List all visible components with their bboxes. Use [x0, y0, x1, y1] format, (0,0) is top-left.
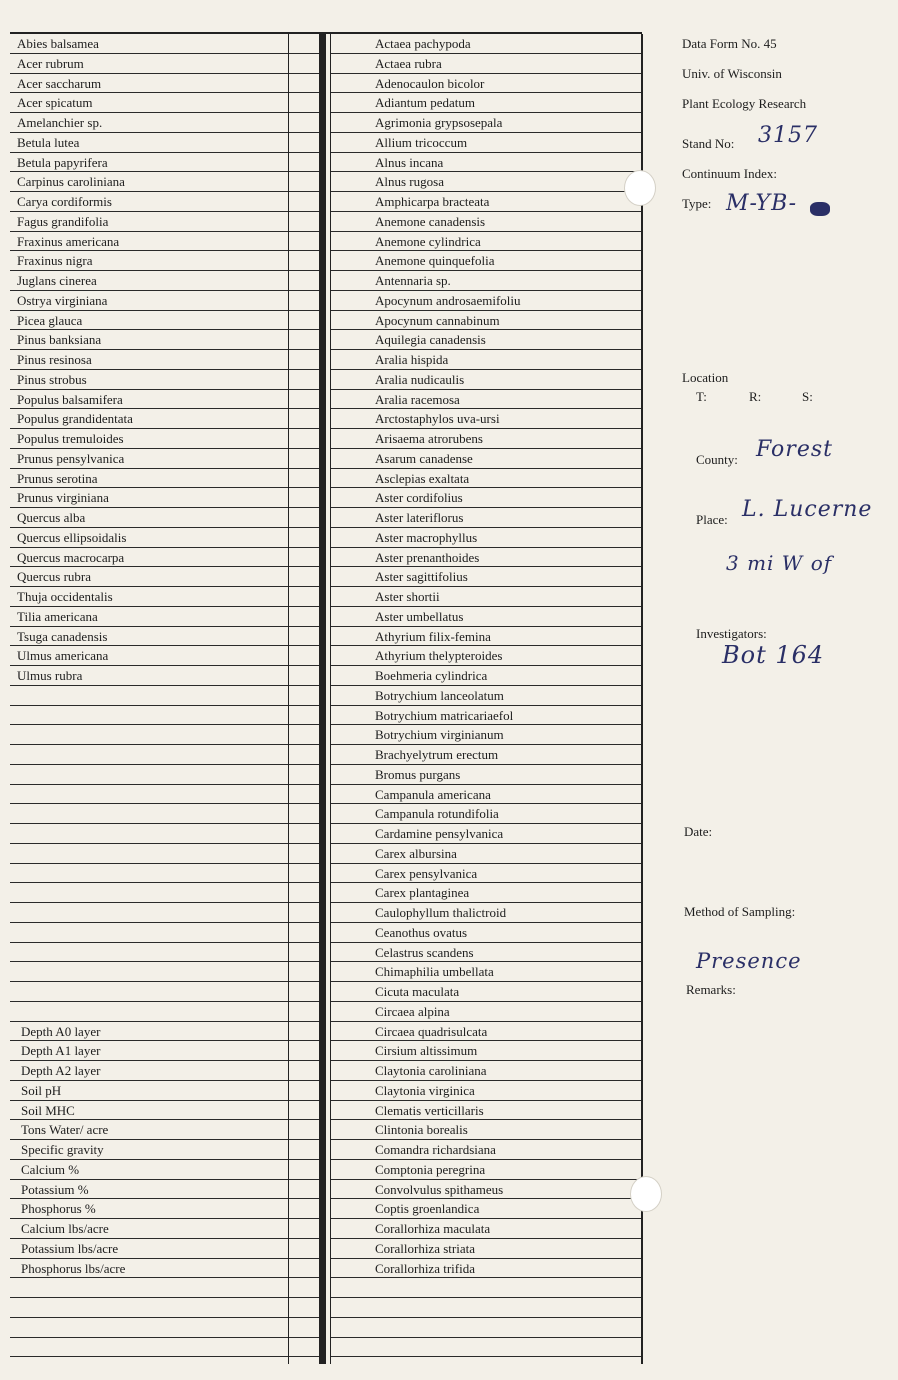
tally-cell: [289, 469, 319, 489]
blank-row: [10, 1002, 288, 1022]
tally-cell: [289, 429, 319, 449]
tally-cell: [289, 330, 319, 350]
tally-cell: [289, 251, 319, 271]
species-row-left: Tilia americana: [10, 607, 288, 627]
species-row-left: Prunus virginiana: [10, 488, 288, 508]
tally-cell: [289, 1298, 319, 1318]
tally-cell: [289, 1081, 319, 1101]
tally-cell: [289, 311, 319, 331]
continuum-label: Continuum Index:: [682, 166, 777, 181]
species-row-left: Acer rubrum: [10, 54, 288, 74]
soil-field-row: Depth A2 layer: [10, 1061, 288, 1081]
species-row-right: Corallorhiza maculata: [331, 1219, 641, 1239]
tally-cell: [289, 449, 319, 469]
blank-row: [10, 844, 288, 864]
tally-cell: [289, 153, 319, 173]
species-row-right: Aralia hispida: [331, 350, 641, 370]
investigators-label: Investigators:: [696, 626, 767, 641]
species-row-right: Asarum canadense: [331, 449, 641, 469]
tally-cell: [289, 982, 319, 1002]
species-row-left: Pinus strobus: [10, 370, 288, 390]
tally-cell: [289, 390, 319, 410]
species-row-right: Actaea rubra: [331, 54, 641, 74]
tally-cell: [289, 409, 319, 429]
tally-column: [289, 34, 319, 1357]
tally-cell: [289, 1259, 319, 1279]
species-row-right: Bromus purgans: [331, 765, 641, 785]
tally-cell: [289, 567, 319, 587]
tally-cell: [289, 508, 319, 528]
tally-cell: [289, 883, 319, 903]
species-row-right: Anemone cylindrica: [331, 232, 641, 252]
species-row-left: Prunus serotina: [10, 469, 288, 489]
species-row-right: Campanula americana: [331, 785, 641, 805]
species-row-left: Ostrya virginiana: [10, 291, 288, 311]
species-row-left: Quercus macrocarpa: [10, 548, 288, 568]
method-label: Method of Sampling:: [684, 904, 796, 919]
investigators-value: Bot 164: [722, 641, 825, 669]
blank-row: [10, 864, 288, 884]
species-row-right: Athyrium filix-femina: [331, 627, 641, 647]
binder-hole-bottom: [630, 1176, 662, 1212]
date-label: Date:: [684, 824, 713, 839]
species-row-left: Betula papyrifera: [10, 153, 288, 173]
tally-cell: [289, 1041, 319, 1061]
township-label: T:: [696, 389, 707, 404]
tally-cell: [289, 271, 319, 291]
species-row-right: Campanula rotundifolia: [331, 804, 641, 824]
tally-cell: [289, 1180, 319, 1200]
species-row-right: Aster macrophyllus: [331, 528, 641, 548]
blank-row: [10, 1318, 288, 1338]
species-row-right: Coptis groenlandica: [331, 1199, 641, 1219]
species-row-left: Pinus resinosa: [10, 350, 288, 370]
tally-cell: [289, 765, 319, 785]
tally-cell: [289, 548, 319, 568]
tally-cell: [289, 1140, 319, 1160]
tally-cell: [289, 1338, 319, 1358]
grid-right-border: [641, 34, 643, 1364]
species-row-right: Brachyelytrum erectum: [331, 745, 641, 765]
blank-row: [10, 883, 288, 903]
species-row-right: Celastrus scandens: [331, 943, 641, 963]
blank-row: [10, 903, 288, 923]
blank-row: [10, 943, 288, 963]
species-row-right: Cardamine pensylvanica: [331, 824, 641, 844]
species-row-right: Botrychium virginianum: [331, 725, 641, 745]
ink-blot: [810, 202, 830, 216]
tally-cell: [289, 1022, 319, 1042]
species-row-left: Fagus grandifolia: [10, 212, 288, 232]
blank-row: [331, 1318, 641, 1338]
soil-field-row: Calcium lbs/acre: [10, 1219, 288, 1239]
soil-field-row: Potassium %: [10, 1180, 288, 1200]
species-row-right: Aster lateriflorus: [331, 508, 641, 528]
tally-cell: [289, 1239, 319, 1259]
blank-row: [331, 1278, 641, 1298]
species-row-right: Cicuta maculata: [331, 982, 641, 1002]
tally-cell: [289, 943, 319, 963]
species-row-left: Fraxinus americana: [10, 232, 288, 252]
species-row-right: Allium tricoccum: [331, 133, 641, 153]
tally-cell: [289, 1199, 319, 1219]
blank-row: [10, 962, 288, 982]
tally-cell: [289, 607, 319, 627]
soil-field-row: Depth A0 layer: [10, 1022, 288, 1042]
species-row-right: Clintonia borealis: [331, 1120, 641, 1140]
blank-row: [10, 982, 288, 1002]
blank-row: [10, 923, 288, 943]
blank-row: [10, 824, 288, 844]
blank-row: [10, 1338, 288, 1358]
tally-cell: [289, 725, 319, 745]
species-row-left: Tsuga canadensis: [10, 627, 288, 647]
species-grid: [10, 32, 642, 1364]
species-row-right: Corallorhiza striata: [331, 1239, 641, 1259]
tally-cell: [289, 785, 319, 805]
tally-cell: [289, 745, 319, 765]
tally-cell: [289, 291, 319, 311]
species-row-right: Convolvulus spithameus: [331, 1180, 641, 1200]
species-row-left: Amelanchier sp.: [10, 113, 288, 133]
species-row-right: Agrimonia grypsosepala: [331, 113, 641, 133]
remarks-label: Remarks:: [686, 982, 736, 997]
tally-cell: [289, 113, 319, 133]
species-row-right: Aster umbellatus: [331, 607, 641, 627]
tally-cell: [289, 54, 319, 74]
species-row-left: Pinus banksiana: [10, 330, 288, 350]
soil-field-row: Calcium %: [10, 1160, 288, 1180]
species-row-left: Ulmus americana: [10, 646, 288, 666]
species-row-right: Amphicarpa bracteata: [331, 192, 641, 212]
species-row-left: Populus grandidentata: [10, 409, 288, 429]
tally-cell: [289, 864, 319, 884]
species-row-left: Ulmus rubra: [10, 666, 288, 686]
species-row-right: Carex plantaginea: [331, 883, 641, 903]
tally-cell: [289, 1160, 319, 1180]
species-row-right: Comandra richardsiana: [331, 1140, 641, 1160]
species-row-right: Chimaphilia umbellata: [331, 962, 641, 982]
tally-cell: [289, 686, 319, 706]
place-value-2: 3 mi W of: [726, 551, 833, 575]
tally-cell: [289, 627, 319, 647]
tally-cell: [289, 1002, 319, 1022]
blank-row: [10, 1278, 288, 1298]
blank-row: [10, 765, 288, 785]
species-row-right: Actaea pachypoda: [331, 34, 641, 54]
section-label: S:: [802, 389, 813, 404]
tally-cell: [289, 1120, 319, 1140]
species-row-left: Carpinus caroliniana: [10, 172, 288, 192]
species-row-left: Betula lutea: [10, 133, 288, 153]
species-row-left: Populus tremuloides: [10, 429, 288, 449]
tally-cell: [289, 93, 319, 113]
soil-field-row: Soil pH: [10, 1081, 288, 1101]
blank-row: [10, 686, 288, 706]
tally-cell: [289, 370, 319, 390]
species-row-right: Athyrium thelypteroides: [331, 646, 641, 666]
species-row-right: Aster cordifolius: [331, 488, 641, 508]
tally-cell: [289, 1061, 319, 1081]
species-row-right: Alnus incana: [331, 153, 641, 173]
species-row-right: Botrychium lanceolatum: [331, 686, 641, 706]
tally-cell: [289, 192, 319, 212]
tally-cell: [289, 1278, 319, 1298]
right-column: [331, 34, 641, 1357]
species-row-left: Picea glauca: [10, 311, 288, 331]
species-row-left: Populus balsamifera: [10, 390, 288, 410]
soil-field-row: Soil MHC: [10, 1101, 288, 1121]
species-row-right: Aralia racemosa: [331, 390, 641, 410]
center-divider: [319, 34, 326, 1364]
blank-row: [10, 745, 288, 765]
species-row-right: Circaea alpina: [331, 1002, 641, 1022]
tally-cell: [289, 646, 319, 666]
species-row-right: Antennaria sp.: [331, 271, 641, 291]
left-column: [10, 34, 288, 1357]
soil-field-row: Phosphorus lbs/acre: [10, 1259, 288, 1279]
species-row-right: Claytonia virginica: [331, 1081, 641, 1101]
tally-cell: [289, 1101, 319, 1121]
species-row-right: Caulophyllum thalictroid: [331, 903, 641, 923]
species-row-right: Arisaema atrorubens: [331, 429, 641, 449]
species-row-right: Alnus rugosa: [331, 172, 641, 192]
department: Plant Ecology Research: [682, 96, 807, 111]
tally-cell: [289, 706, 319, 726]
county-value: Forest: [756, 437, 833, 462]
type-value: M-YB-: [726, 191, 798, 216]
blank-row: [10, 1298, 288, 1318]
tally-cell: [289, 133, 319, 153]
species-row-right: Boehmeria cylindrica: [331, 666, 641, 686]
blank-row: [10, 725, 288, 745]
place-label: Place:: [696, 512, 728, 527]
species-row-right: Claytonia caroliniana: [331, 1061, 641, 1081]
location-label: Location: [682, 370, 729, 385]
soil-field-row: Specific gravity: [10, 1140, 288, 1160]
species-row-left: Carya cordiformis: [10, 192, 288, 212]
species-row-right: Ceanothus ovatus: [331, 923, 641, 943]
species-row-right: Anemone canadensis: [331, 212, 641, 232]
blank-row: [331, 1298, 641, 1318]
species-row-right: Apocynum androsaemifoliu: [331, 291, 641, 311]
type-label: Type:: [682, 196, 712, 211]
soil-field-row: Tons Water/ acre: [10, 1120, 288, 1140]
tally-cell: [289, 1219, 319, 1239]
blank-row: [10, 804, 288, 824]
range-label: R:: [749, 389, 762, 404]
tally-cell: [289, 1318, 319, 1338]
stand-label: Stand No:: [682, 136, 735, 151]
tally-cell: [289, 488, 319, 508]
species-row-left: Acer saccharum: [10, 74, 288, 94]
tally-cell: [289, 804, 319, 824]
method-value: Presence: [696, 949, 802, 973]
species-row-left: Quercus ellipsoidalis: [10, 528, 288, 548]
species-row-right: Clematis verticillaris: [331, 1101, 641, 1121]
blank-row: [10, 785, 288, 805]
species-row-right: Aquilegia canadensis: [331, 330, 641, 350]
column-divider: [288, 34, 289, 1364]
tally-cell: [289, 212, 319, 232]
tally-cell: [289, 232, 319, 252]
tally-cell: [289, 903, 319, 923]
soil-field-row: Phosphorus %: [10, 1199, 288, 1219]
blank-row: [10, 706, 288, 726]
binder-hole-top: [624, 170, 656, 206]
species-row-right: Cirsium altissimum: [331, 1041, 641, 1061]
tally-cell: [289, 962, 319, 982]
species-row-right: Corallorhiza trifida: [331, 1259, 641, 1279]
tally-cell: [289, 528, 319, 548]
tally-cell: [289, 34, 319, 54]
species-row-right: Arctostaphylos uva-ursi: [331, 409, 641, 429]
species-row-left: Prunus pensylvanica: [10, 449, 288, 469]
tally-cell: [289, 666, 319, 686]
species-row-left: Quercus rubra: [10, 567, 288, 587]
species-row-right: Anemone quinquefolia: [331, 251, 641, 271]
county-label: County:: [696, 452, 738, 467]
species-row-right: Botrychium matricariaefol: [331, 706, 641, 726]
species-row-right: Adiantum pedatum: [331, 93, 641, 113]
tally-cell: [289, 587, 319, 607]
species-row-right: Adenocaulon bicolor: [331, 74, 641, 94]
tally-cell: [289, 172, 319, 192]
species-row-right: Circaea quadrisulcata: [331, 1022, 641, 1042]
tally-cell: [289, 824, 319, 844]
species-row-right: Aster sagittifolius: [331, 567, 641, 587]
tally-cell: [289, 923, 319, 943]
species-row-right: Carex pensylvanica: [331, 864, 641, 884]
place-value: L. Lucerne: [742, 497, 873, 522]
tally-cell: [289, 74, 319, 94]
species-row-left: Fraxinus nigra: [10, 251, 288, 271]
species-row-right: Apocynum cannabinum: [331, 311, 641, 331]
species-row-right: Asclepias exaltata: [331, 469, 641, 489]
species-row-right: Comptonia peregrina: [331, 1160, 641, 1180]
species-row-left: Quercus alba: [10, 508, 288, 528]
species-row-right: Aster shortii: [331, 587, 641, 607]
species-row-right: Carex albursina: [331, 844, 641, 864]
tally-cell: [289, 844, 319, 864]
soil-field-row: Depth A1 layer: [10, 1041, 288, 1061]
species-row-right: Aralia nudicaulis: [331, 370, 641, 390]
species-row-left: Abies balsamea: [10, 34, 288, 54]
university: Univ. of Wisconsin: [682, 66, 782, 81]
column-divider: [330, 34, 331, 1364]
stand-value: 3157: [758, 123, 818, 148]
tally-cell: [289, 350, 319, 370]
species-row-right: Aster prenanthoides: [331, 548, 641, 568]
species-row-left: Thuja occidentalis: [10, 587, 288, 607]
form-number: Data Form No. 45: [682, 36, 777, 51]
species-row-left: Juglans cinerea: [10, 271, 288, 291]
blank-row: [331, 1338, 641, 1358]
species-row-left: Acer spicatum: [10, 93, 288, 113]
soil-field-row: Potassium lbs/acre: [10, 1239, 288, 1259]
